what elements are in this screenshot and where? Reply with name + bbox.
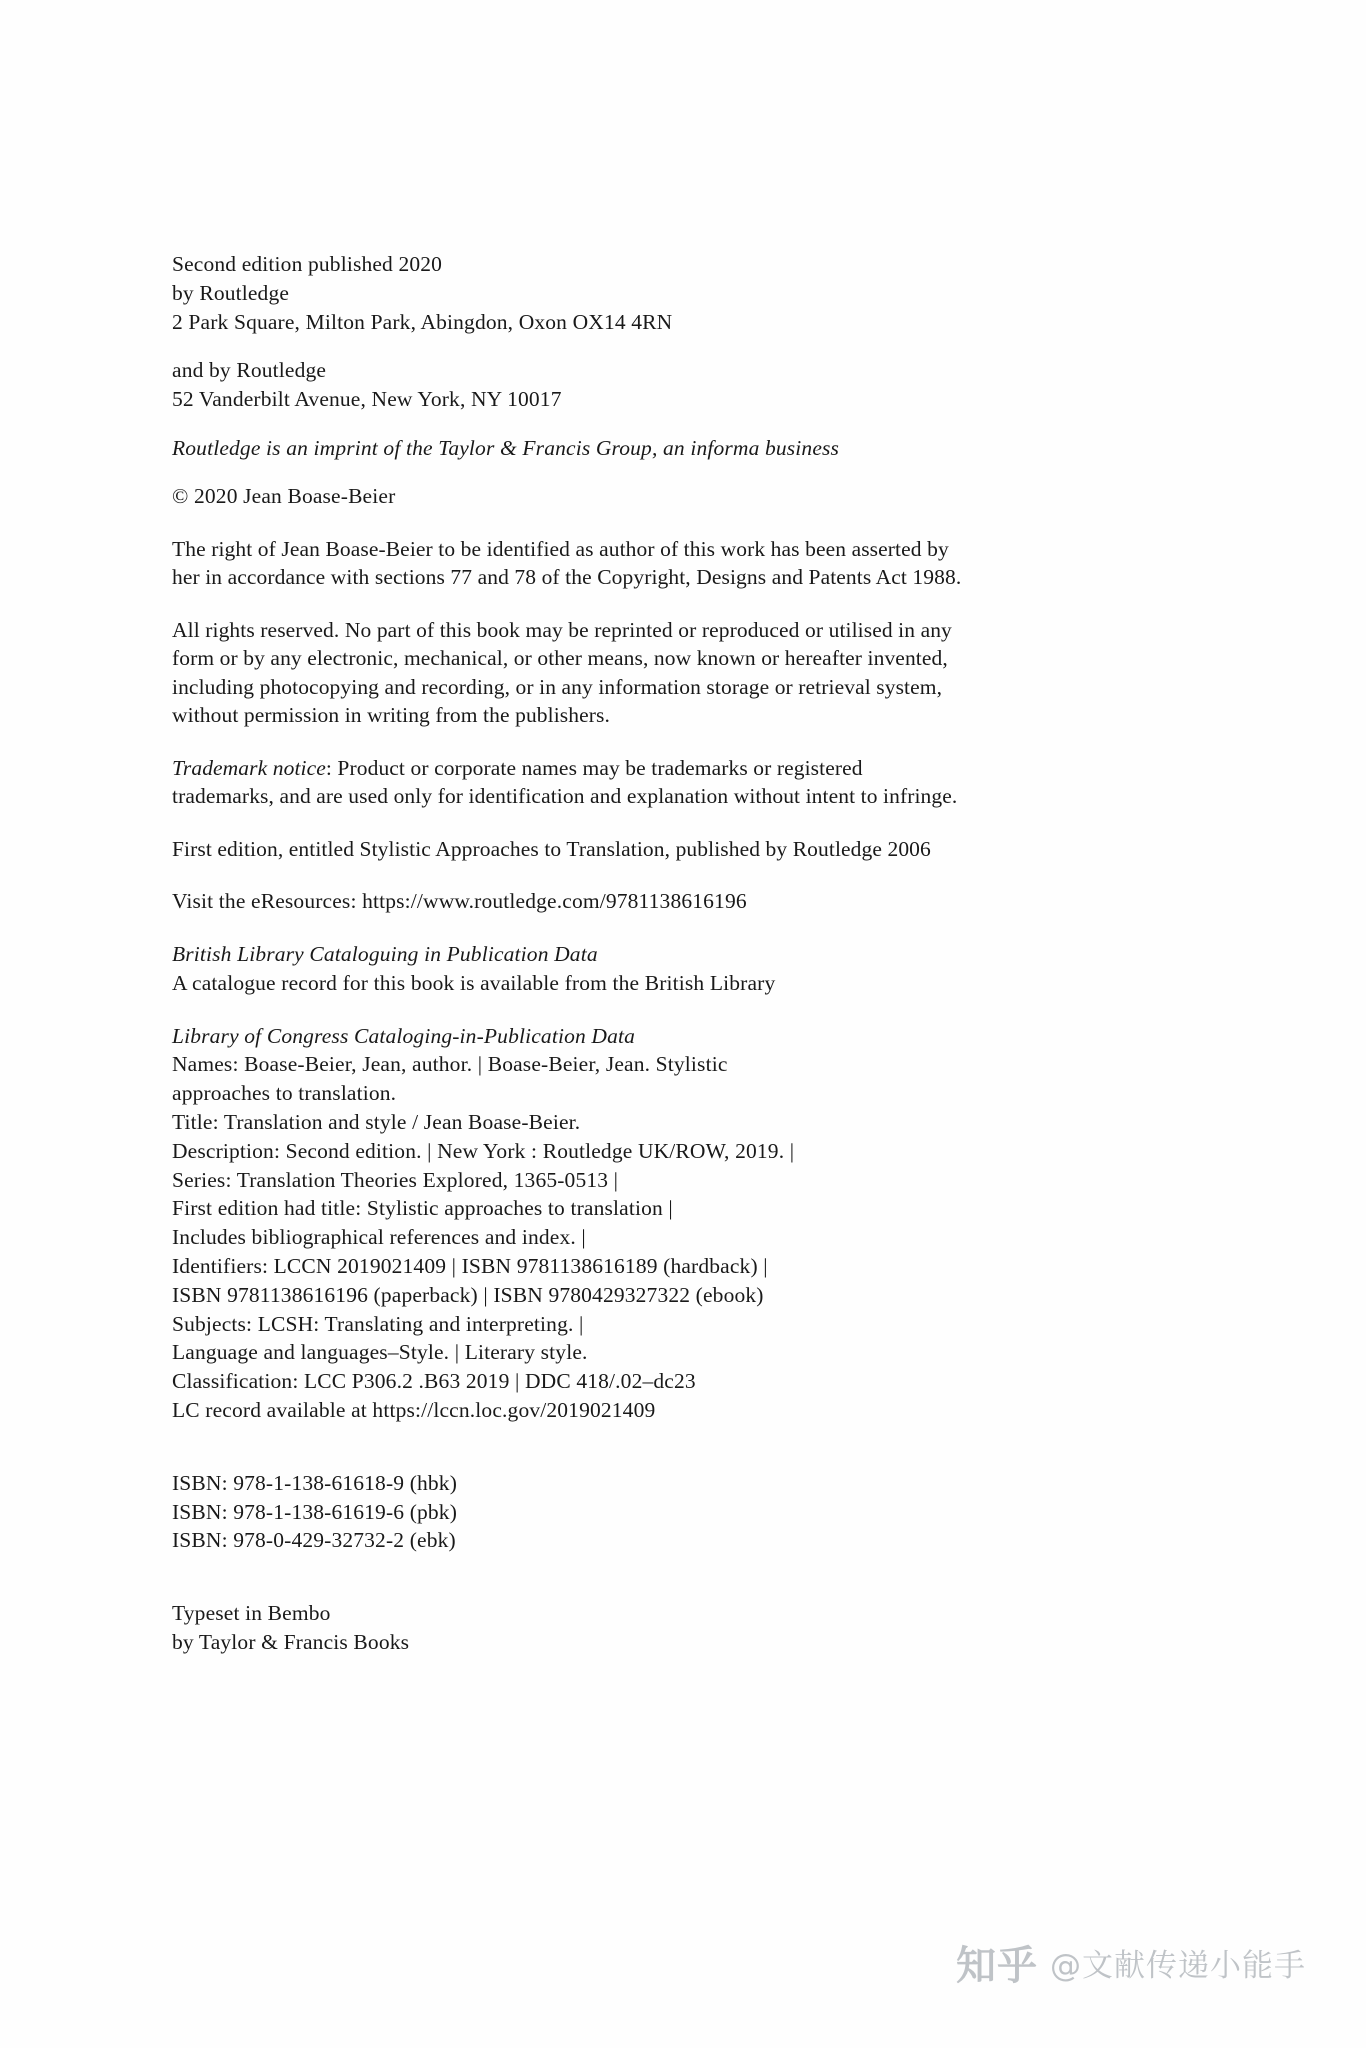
us-office-line-publisher: and by Routledge	[172, 358, 327, 383]
loc-line: Title: Translation and style / Jean Boase-Beier.	[172, 1109, 581, 1134]
loc-line: Subjects: LCSH: Translating and interpreting. |	[172, 1311, 584, 1336]
isbn-pbk: ISBN: 978-1-138-61619-6 (pbk)	[172, 1499, 458, 1524]
moral-rights-block	[172, 535, 972, 592]
isbn-block	[172, 1469, 972, 1555]
eresources-block	[172, 887, 972, 916]
typeset-block	[172, 1599, 972, 1657]
watermark-handle: @文献传递小能手	[1050, 1947, 1306, 1984]
typeset-line-font: Typeset in Bembo	[172, 1601, 331, 1626]
all-rights-reserved-paragraph: All rights reserved. No part of this book may be reprinted or reproduced or utilised in any form or by any electronic, mechanical, or other means, now known or hereafter invented, including photocopying and recording, or in any information storage or retrieval system, without permission in writing from the publishers.	[172, 617, 952, 728]
library-of-congress-block	[172, 1022, 972, 1425]
trademark-notice-label: Trademark notice	[172, 755, 326, 780]
loc-line: Language and languages–Style. | Literary style.	[172, 1340, 588, 1365]
us-office-block	[172, 356, 972, 414]
trademark-notice-block	[172, 754, 972, 811]
eresources-line[interactable]: Visit the eResources: https://www.routledge.com/9781138616196	[172, 889, 747, 914]
moral-rights-paragraph: The right of Jean Boase-Beier to be identified as author of this work has been asserted by her in accordance with sections 77 and 78 of the Copyright, Designs and Patents Act 1988.	[172, 536, 962, 590]
loc-line: Names: Boase-Beier, Jean, author. | Boase-Beier, Jean. Stylistic	[172, 1052, 728, 1077]
loc-line: Identifiers: LCCN 2019021409 | ISBN 9781138616189 (hardback) |	[172, 1253, 768, 1278]
copyright-block	[172, 482, 972, 511]
loc-line: ISBN 9781138616196 (paperback) | ISBN 9780429327322 (ebook)	[172, 1282, 764, 1307]
british-library-heading: British Library Cataloguing in Publication Data	[172, 941, 598, 966]
trademark-notice-body: : Product or corporate names may be trademarks or registered trademarks, and are used only for identification and explanation without intent to infringe.	[172, 755, 958, 809]
zhihu-watermark	[956, 1943, 1306, 1989]
imprint-line-uk-address: 2 Park Square, Milton Park, Abingdon, Oxon OX14 4RN	[172, 309, 673, 334]
imprint-line-edition: Second edition published 2020	[172, 252, 443, 276]
british-library-body: A catalogue record for this book is available from the British Library	[172, 970, 776, 995]
first-edition-note: First edition, entitled Stylistic Approaches to Translation, published by Routledge 2006	[172, 836, 931, 861]
library-of-congress-heading: Library of Congress Cataloging-in-Publication Data	[172, 1023, 635, 1048]
isbn-ebk: ISBN: 978-0-429-32732-2 (ebk)	[172, 1528, 456, 1553]
zhihu-logo-icon: 知乎	[956, 1943, 1038, 1989]
british-library-block	[172, 940, 972, 998]
imprint-block	[172, 250, 972, 336]
us-office-line-address: 52 Vanderbilt Avenue, New York, NY 10017	[172, 387, 562, 412]
isbn-hbk: ISBN: 978-1-138-61618-9 (hbk)	[172, 1470, 458, 1495]
loc-line: First edition had title: Stylistic approaches to translation |	[172, 1196, 673, 1221]
copyright-line: © 2020 Jean Boase-Beier	[172, 484, 396, 509]
trademark-notice-paragraph	[172, 754, 962, 811]
all-rights-reserved-block	[172, 616, 972, 730]
loc-line: Classification: LCC P306.2 .B63 2019 | DDC 418/.02–dc23	[172, 1369, 696, 1394]
imprint-statement-block	[172, 434, 972, 463]
typeset-line-producer: by Taylor & Francis Books	[172, 1629, 410, 1654]
loc-line: Description: Second edition. | New York : Routledge UK/ROW, 2019. |	[172, 1138, 795, 1163]
copyright-page-content	[172, 250, 972, 1679]
loc-line: approaches to translation.	[172, 1081, 397, 1106]
imprint-statement: Routledge is an imprint of the Taylor & Francis Group, an informa business	[172, 435, 840, 460]
loc-line: Includes bibliographical references and index. |	[172, 1225, 586, 1250]
imprint-line-publisher: by Routledge	[172, 280, 290, 305]
loc-line: Series: Translation Theories Explored, 1365-0513 |	[172, 1167, 619, 1192]
first-edition-note-block	[172, 835, 972, 864]
loc-line-lccn-url[interactable]: LC record available at https://lccn.loc.gov/2019021409	[172, 1397, 656, 1422]
